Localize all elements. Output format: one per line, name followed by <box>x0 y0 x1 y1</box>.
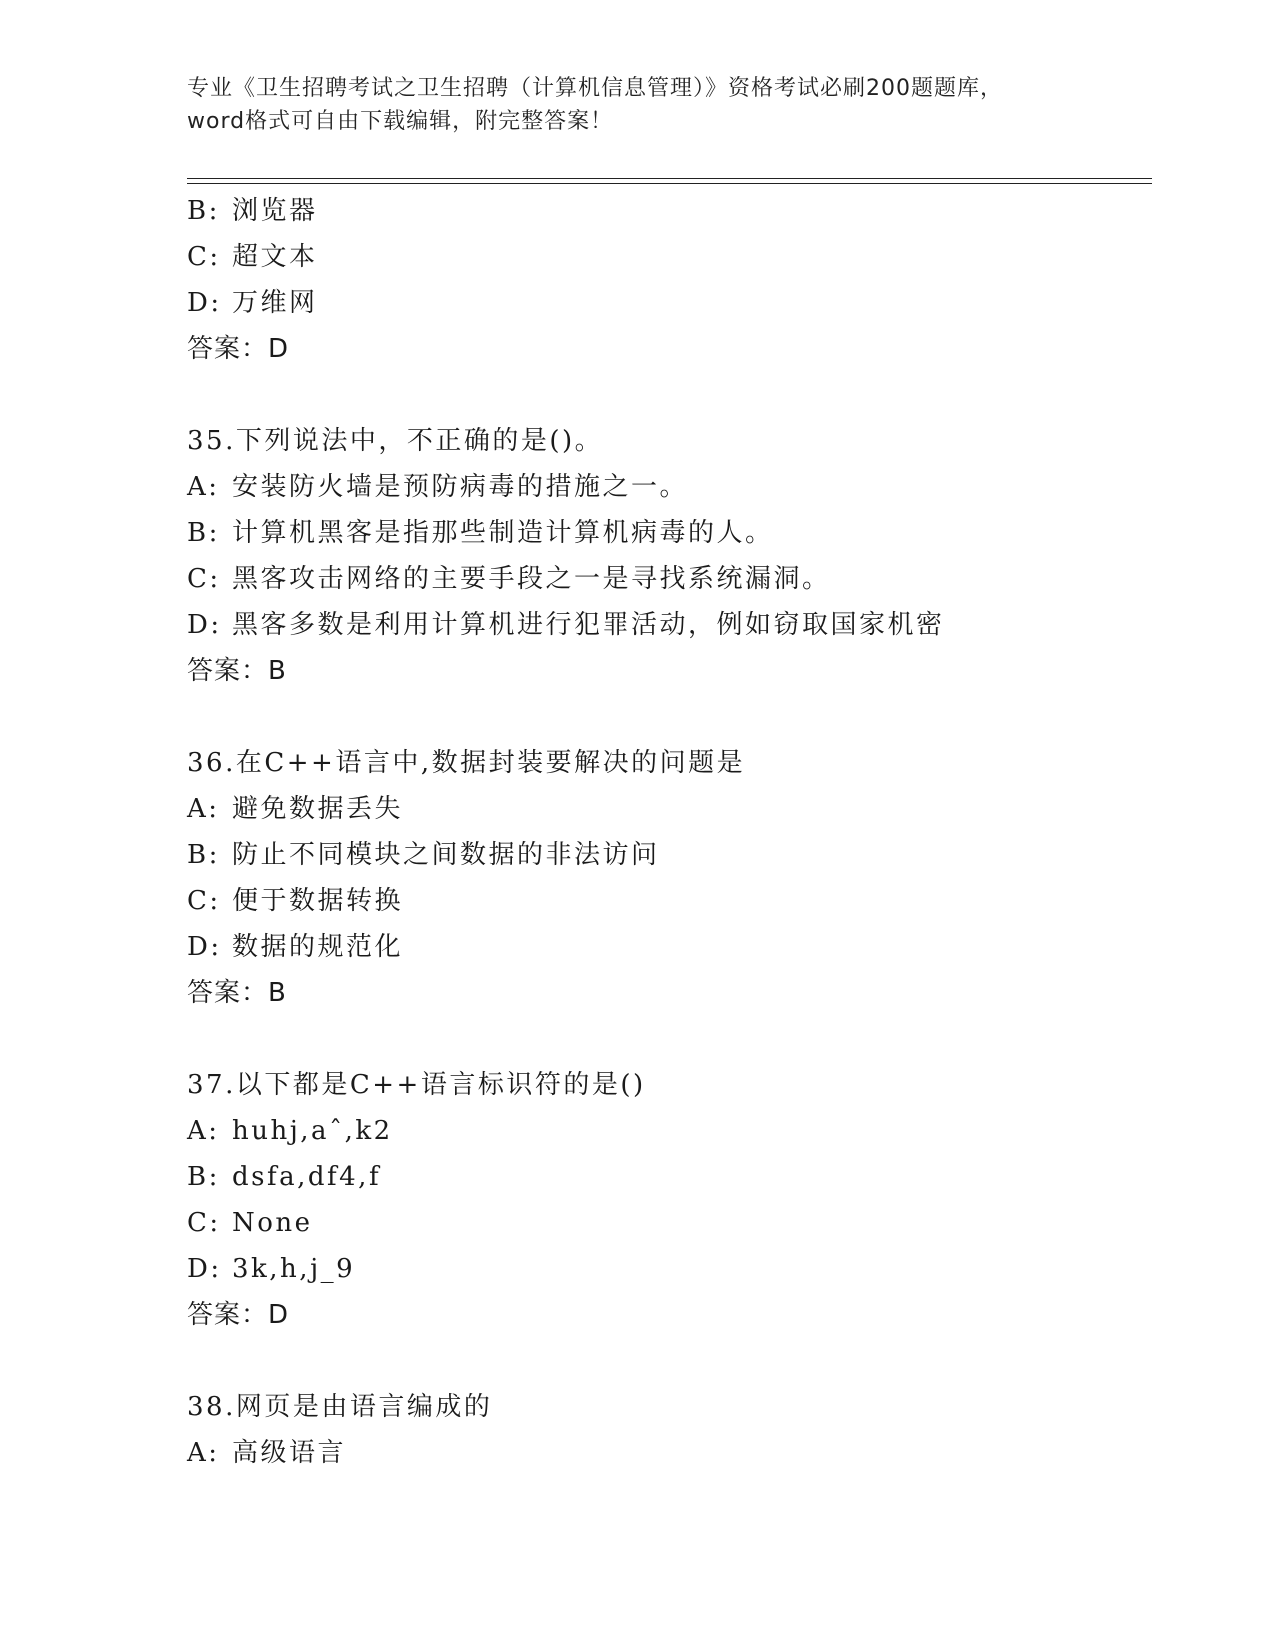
option-label: B: <box>187 518 220 548</box>
option-label: C: <box>187 886 221 916</box>
option-text: 便于数据转换 <box>232 886 404 916</box>
option-row <box>187 1200 1147 1246</box>
header-divider-top <box>187 178 1152 179</box>
answer-line: 答案：B <box>187 978 287 1008</box>
option-label: D: <box>187 610 222 640</box>
option-row <box>187 878 1147 924</box>
option-label: B: <box>187 840 220 870</box>
option-row <box>187 1246 1147 1292</box>
question-block <box>187 1384 1147 1476</box>
option-text: 黑客攻击网络的主要手段之一是寻找系统漏洞。 <box>232 564 831 594</box>
document-header <box>187 72 1087 138</box>
option-label: D: <box>187 932 222 962</box>
option-text: 3k,h,j_9 <box>232 1254 356 1284</box>
option-text: dsfa,df4,f <box>232 1162 382 1192</box>
option-label: C: <box>187 1208 221 1238</box>
option-text: 计算机黑客是指那些制造计算机病毒的人。 <box>232 518 774 548</box>
block-spacer <box>187 694 1147 740</box>
option-row <box>187 280 1147 326</box>
option-label: C: <box>187 564 221 594</box>
question-block <box>187 418 1147 694</box>
option-label: A: <box>187 472 220 502</box>
question-text: 36.在C++语言中,数据封装要解决的问题是 <box>187 748 746 778</box>
question-block <box>187 188 1147 372</box>
option-text: 超文本 <box>232 242 318 272</box>
question-list <box>187 188 1147 1476</box>
option-label: B: <box>187 1162 220 1192</box>
block-spacer <box>187 1016 1147 1062</box>
option-label: D: <box>187 288 222 318</box>
option-label: C: <box>187 242 221 272</box>
block-spacer <box>187 372 1147 418</box>
question-text: 37.以下都是C++语言标识符的是() <box>187 1070 646 1100</box>
option-row <box>187 786 1147 832</box>
option-text: 浏览器 <box>232 196 318 226</box>
header-line-1: 专业《卫生招聘考试之卫生招聘（计算机信息管理）》资格考试必刷200题题库， <box>187 76 1003 101</box>
answer-line: 答案：D <box>187 1300 290 1330</box>
answer-line: 答案：B <box>187 656 287 686</box>
option-text: huhj,aˆ,k2 <box>232 1116 393 1146</box>
option-text: 安装防火墙是预防病毒的措施之一。 <box>232 472 689 502</box>
option-row <box>187 1430 1147 1476</box>
option-text: 黑客多数是利用计算机进行犯罪活动，例如窃取国家机密 <box>232 610 945 640</box>
answer-line: 答案：D <box>187 334 290 364</box>
question-block <box>187 740 1147 1016</box>
option-row <box>187 1108 1147 1154</box>
option-text: None <box>232 1208 313 1238</box>
option-row <box>187 234 1147 280</box>
option-label: A: <box>187 794 220 824</box>
option-label: A: <box>187 1116 220 1146</box>
option-label: B: <box>187 196 220 226</box>
option-label: D: <box>187 1254 222 1284</box>
option-text: 避免数据丢失 <box>232 794 404 824</box>
header-line-2: word格式可自由下载编辑，附完整答案！ <box>187 109 614 134</box>
block-spacer <box>187 1338 1147 1384</box>
option-label: A: <box>187 1438 220 1468</box>
option-text: 高级语言 <box>232 1438 347 1468</box>
option-text: 万维网 <box>232 288 318 318</box>
option-row <box>187 510 1147 556</box>
option-row <box>187 1154 1147 1200</box>
question-text: 38.网页是由语言编成的 <box>187 1392 493 1422</box>
option-row <box>187 188 1147 234</box>
option-row <box>187 602 1147 648</box>
question-text: 35.下列说法中，不正确的是()。 <box>187 426 604 456</box>
header-divider-bottom <box>187 183 1152 184</box>
option-text: 防止不同模块之间数据的非法访问 <box>232 840 660 870</box>
option-row <box>187 924 1147 970</box>
option-row <box>187 832 1147 878</box>
option-row <box>187 556 1147 602</box>
option-text: 数据的规范化 <box>232 932 404 962</box>
option-row <box>187 464 1147 510</box>
question-block <box>187 1062 1147 1338</box>
